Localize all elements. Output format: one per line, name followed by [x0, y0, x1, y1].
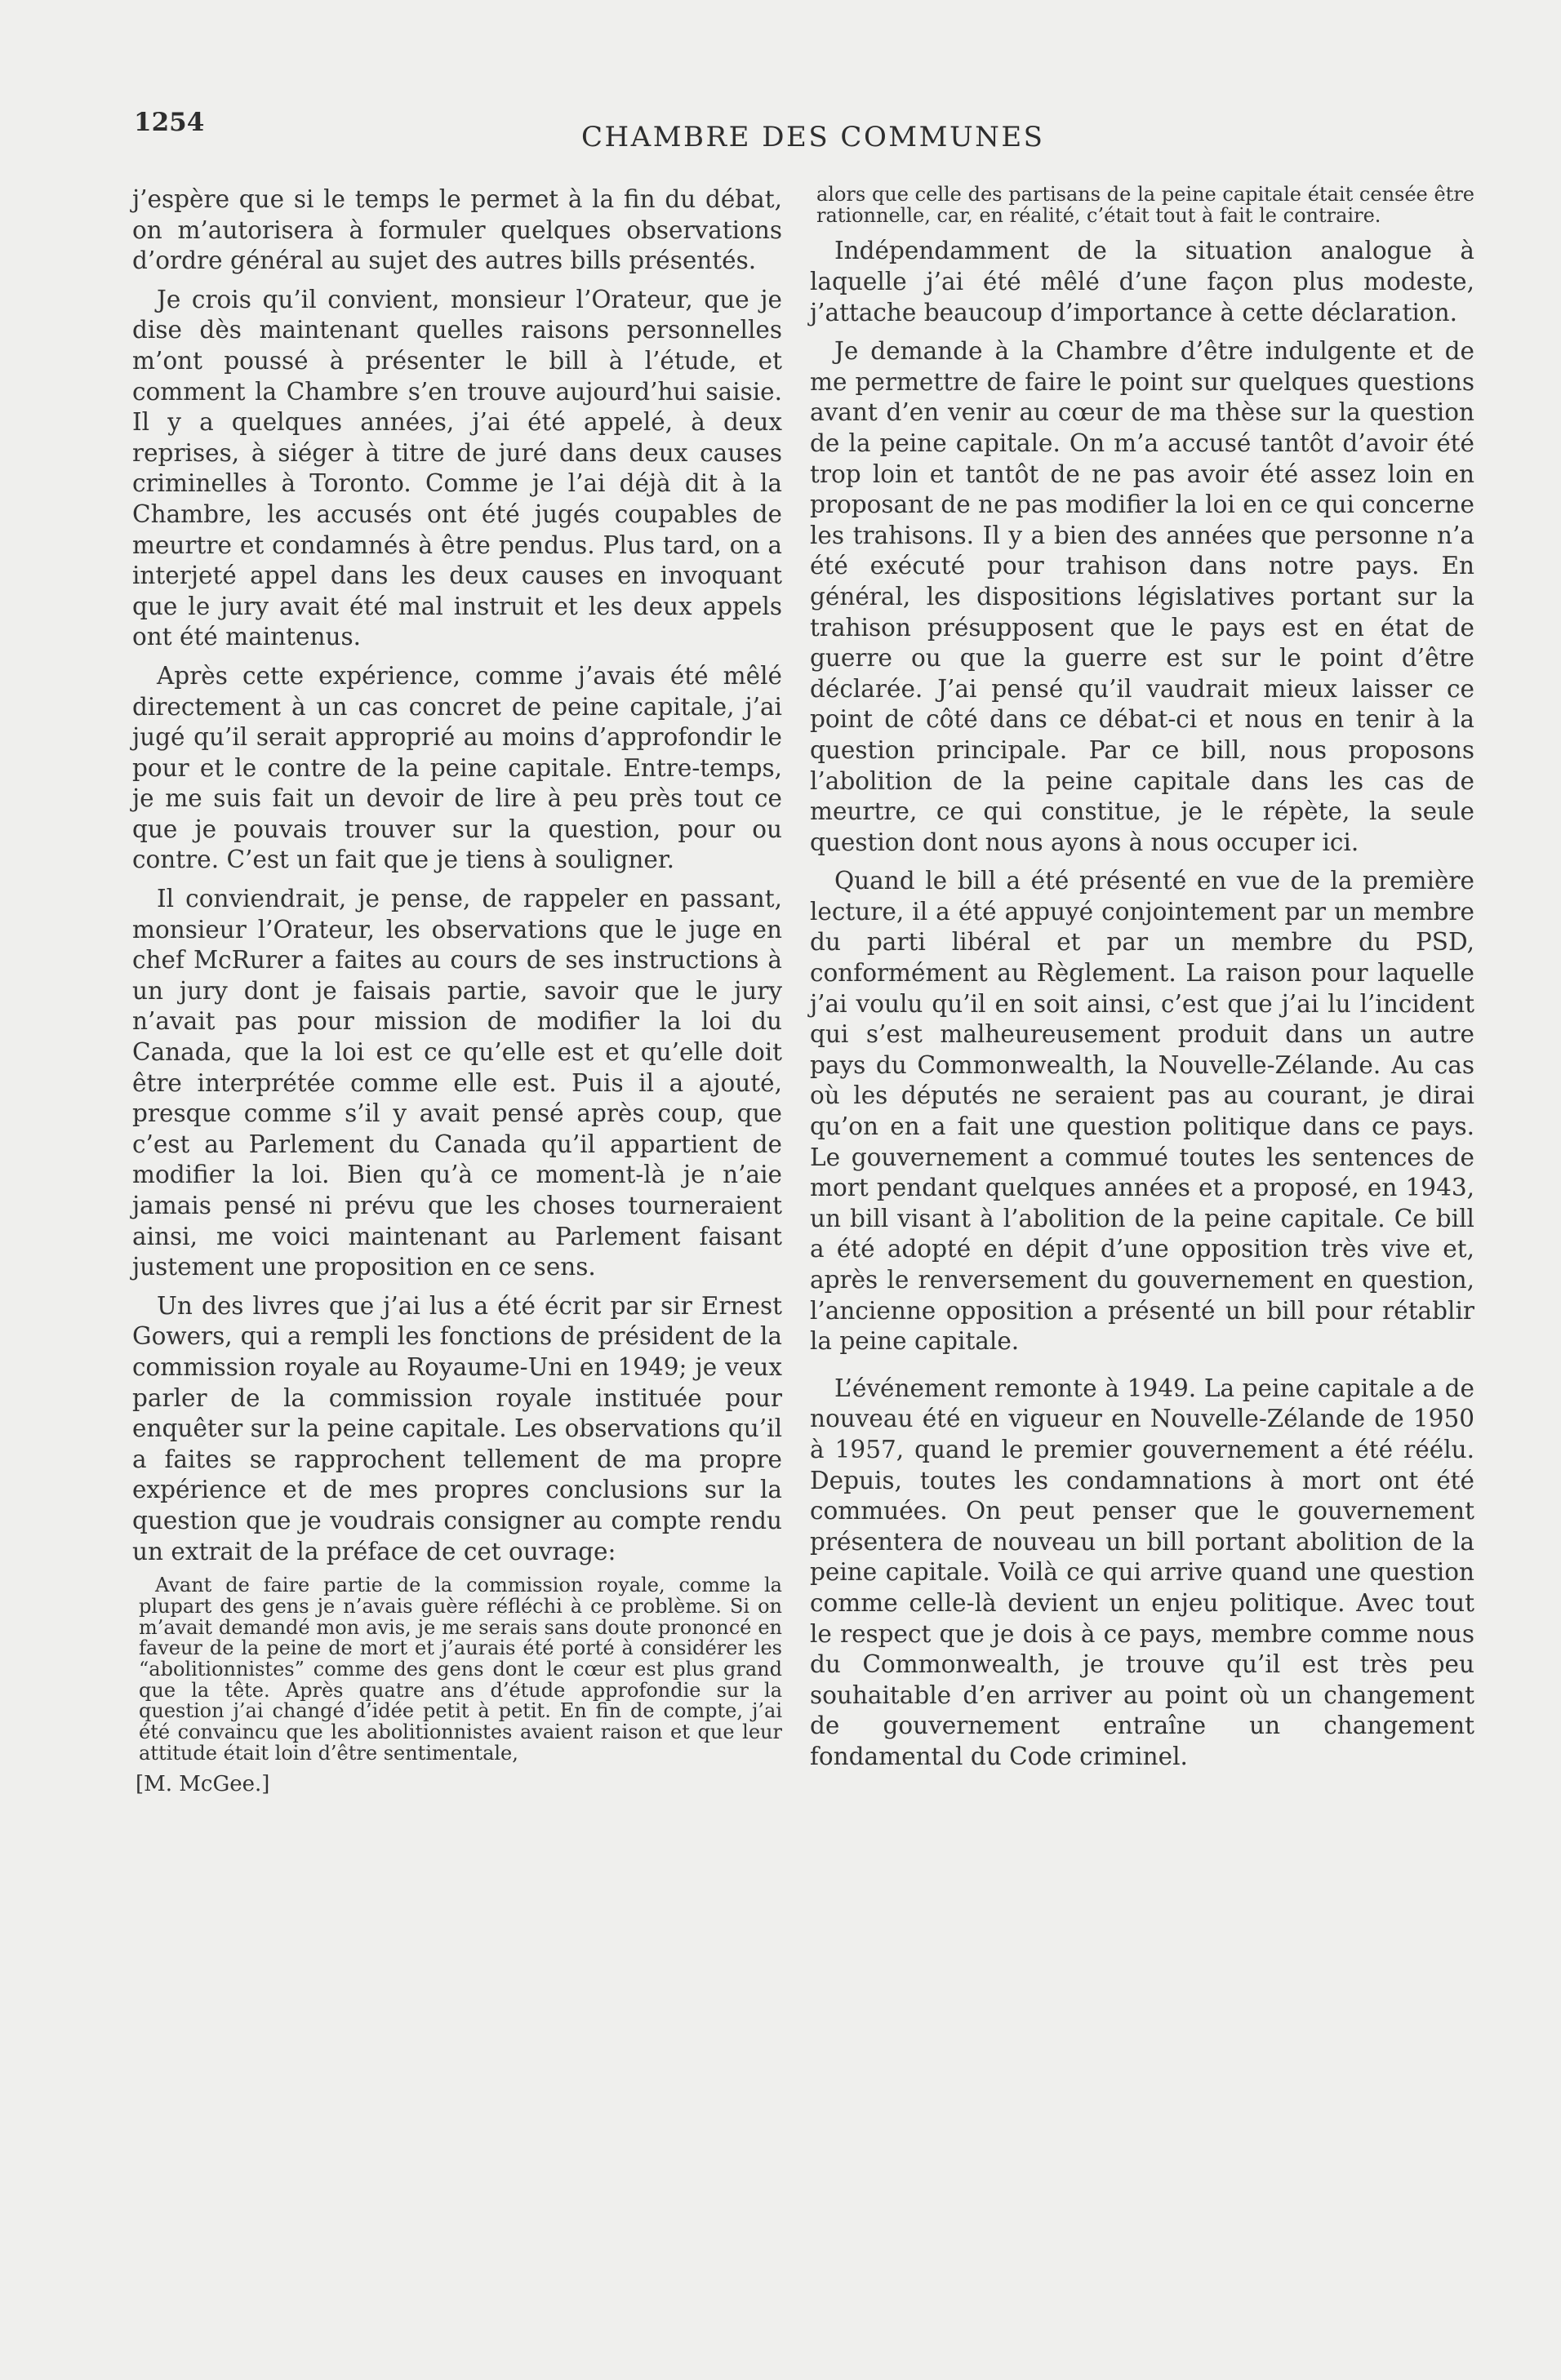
paragraph: Après cette expérience, comme j’avais été mêlé directement à un cas concret de peine capitale, j’ai jugé qu’il serait approprié au moins d’approfondir le pour et le contre de la peine capitale. Entre-temps, je me suis fait un devoir de lire à peu près tout ce que je pouvais trouver sur la question, pour ou contre. C’est un fait que je tiens à souligner. — [132, 661, 782, 874]
paragraph: Indépendamment de la situation analogue à laquelle j’ai été mêlé d’une façon plus modeste, j’attache beaucoup d’importance à cette déclaration. — [810, 237, 1474, 326]
left-column — [132, 184, 782, 1796]
paragraph: Il conviendrait, je pense, de rappeler en passant, monsieur l’Orateur, les observations que le juge en chef McRurer a faites au cours de ses instructions à un jury dont je faisais partie, savoir que le jury n’avait pas pour mission de modifier la loi du Canada, que la loi est ce qu’elle est et qu’elle doit être interprétée comme elle est. Puis il a ajouté, presque comme s’il y avait pensé après coup, que c’est au Parlement du Canada qu’il appartient de modifier la loi. Bien qu’à ce moment-là je n’aie jamais pensé ni prévu que les choses tourneraient ainsi, me voici maintenant au Parlement faisant justement une proposition en ce sens. — [132, 885, 782, 1281]
paragraph: Je crois qu’il convient, monsieur l’Orateur, que je dise dès maintenant quelles raisons personnelles m’ont poussé à présenter le bill à l’étude, et comment la Chambre s’en trouve aujourd’hui saisie. Il y a quelques années, j’ai été appelé, à deux reprises, à siéger à titre de juré dans deux causes criminelles à Toronto. Comme je l’ai déjà dit à la Chambre, les accusés ont été jugés coupables de meurtre et condamnés à être pendus. Plus tard, on a interjeté appel dans les deux causes en invoquant que le jury avait été mal instruit et les deux appels ont été maintenus. — [132, 285, 782, 651]
paragraph: L’événement remonte à 1949. La peine capitale a de nouveau été en vigueur en Nouvelle-Zélande de 1950 à 1957, quand le premier gouvernement a été réélu. Depuis, toutes les condamnations à mort ont été commuées. On peut penser que le gouvernement présentera de nouveau un bill portant abolition de la peine capitale. Voilà ce qui arrive quand une question comme celle-là devient un enjeu politique. Avec tout le respect que je dois à ce pays, membre comme nous du Commonwealth, je trouve qu’il est très peu souhaitable d’en arriver au point où un changement de gouvernement entraîne un changement fondamental du Code criminel. — [810, 1374, 1474, 1770]
block-quote-continued: alors que celle des partisans de la peine capitale était censée être rationnelle, car, en réalité, c’était tout à fait le contraire. — [816, 183, 1474, 227]
paragraph: j’espère que si le temps le permet à la fin du débat, on m’autorisera à formuler quelques observations d’ordre général au sujet des autres bills présentés. — [132, 185, 782, 275]
paragraph: Je demande à la Chambre d’être indulgente et de me permettre de faire le point sur quelques questions avant d’en venir au cœur de ma thèse sur la question de la peine capitale. On m’a accusé tantôt d’avoir été trop loin et tantôt de ne pas avoir été assez loin en proposant de ne pas modifier la loi en ce qui concerne les trahisons. Il y a bien des années que personne n’a été exécuté pour trahison dans notre pays. En général, les dispositions législatives portant sur la trahison présupposent que le pays est en état de guerre ou que la guerre est sur le point d’être déclarée. J’ai pensé qu’il vaudrait mieux laisser ce point de côté dans ce débat-ci et nous en tenir à la question principale. Par ce bill, nous proposons l’abolition de la peine capitale dans les cas de meurtre, ce qui constitue, je le répète, la seule question dont nous ayons à nous occuper ici. — [810, 337, 1474, 856]
block-quote: Avant de faire partie de la commission royale, comme la plupart des gens je n’avais guère réfléchi à ce problème. Si on m’avait demandé mon avis, je me serais sans doute prononcé en faveur de la peine de mort et j’aurais été porté à considérer les “abolitionnistes” comme des gens dont le cœur est plus grand que la tête. Après quatre ans d’étude approfondie sur la question j’ai changé d’idée petit à petit. En fin de compte, j’ai été convaincu que les abolitionnistes avaient raison et que leur attitude était loin d’être sentimentale, — [139, 1574, 782, 1765]
running-head: CHAMBRE DES COMMUNES — [581, 121, 1045, 153]
right-column — [810, 184, 1474, 1773]
paragraph: Quand le bill a été présenté en vue de la première lecture, il a été appuyé conjointement par un membre du parti libéral et par un membre du PSD, conformément au Règlement. La raison pour laquelle j’ai voulu qu’il en soit ainsi, c’est que j’ai lu l’incident qui s’est malheureusement produit dans un autre pays du Commonwealth, la Nouvelle-Zélande. Au cas où les députés ne seraient pas au courant, je dirai qu’on en a fait une question politique dans ce pays. Le gouvernement a commué toutes les sentences de mort pendant quelques années et a proposé, en 1943, un bill visant à l’abolition de la peine capitale. Ce bill a été adopté en dépit d’une opposition très vive et, après le renversement du gouvernement en question, l’ancienne opposition a présenté un bill pour rétablir la peine capitale. — [810, 867, 1474, 1356]
speaker-attribution: [M. McGee.] — [136, 1772, 270, 1797]
paragraph: Un des livres que j’ai lus a été écrit par sir Ernest Gowers, qui a rempli les fonctions de président de la commission royale au Royaume-Uni en 1949; je veux parler de la commission royale instituée pour enquêter sur la peine capitale. Les observations qu’il a faites se rapprochent tellement de ma propre expérience et de mes propres conclusions sur la question que je voudrais consigner au compte rendu un extrait de la préface de cet ouvrage: — [132, 1291, 782, 1565]
page-number: 1254 — [134, 108, 205, 137]
